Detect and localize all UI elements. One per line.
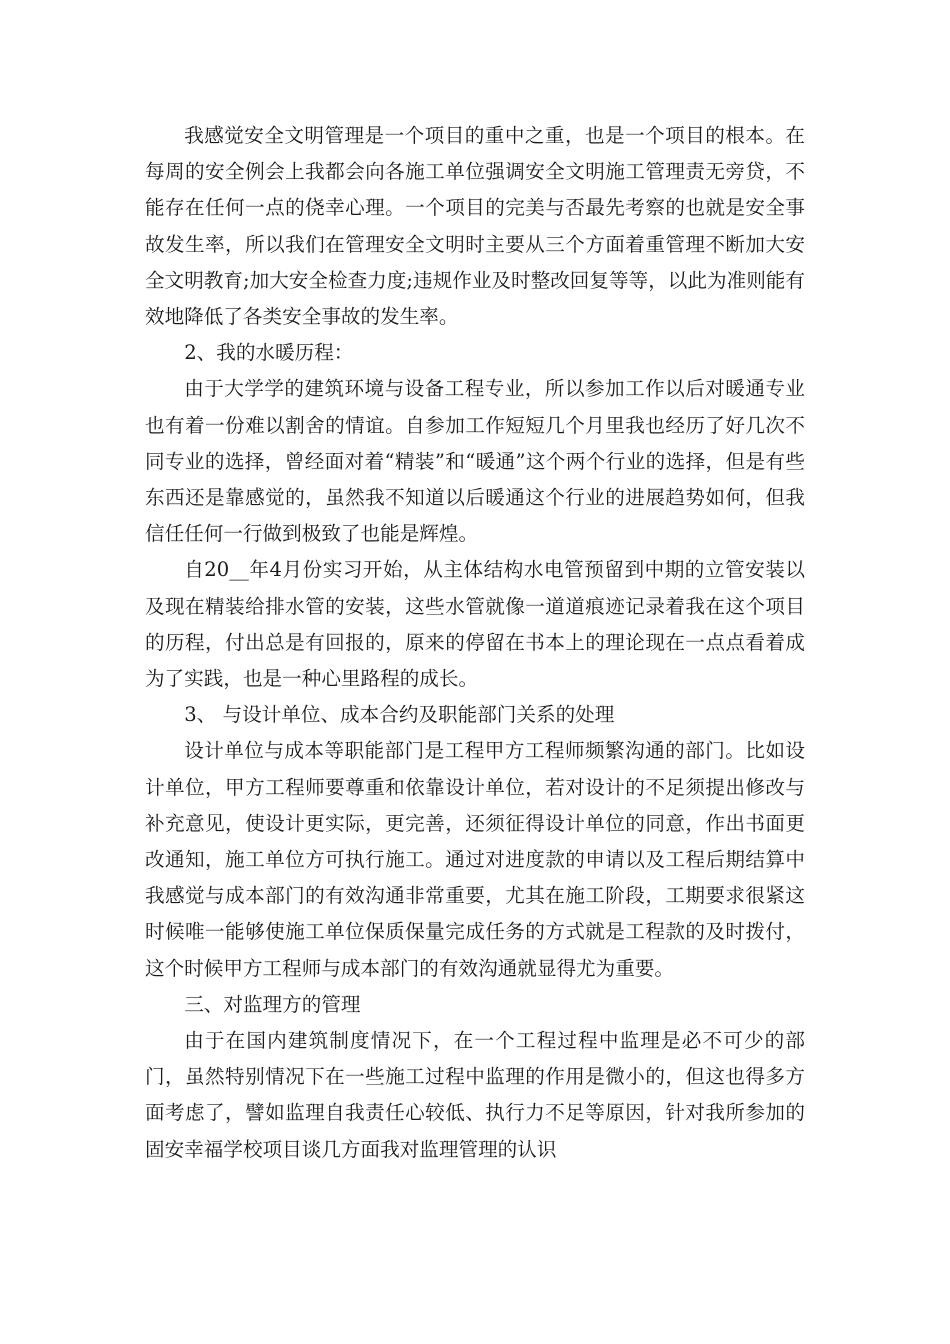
heading-supervision-management: 三、对监理方的管理 (184, 992, 361, 1016)
paragraph-hvac-major: 由于大学学的建筑环境与设备工程专业，所以参加工作以后对暖通专业也有着一份难以割舍的情谊。自参加工作短短几个月里我也经历了好几次不同专业的选择，曾经面对着“精装”和“暖通”这个两个行业的选择，但是有些东西还是靠感觉的，虽然我不知道以后暖通这个行业的进展趋势如何，但我信任任何一行做到极致了也能是辉煌。 (145, 377, 805, 546)
document-body (145, 118, 805, 1168)
paragraph-safety-management: 我感觉安全文明管理是一个项目的重中之重，也是一个项目的根本。在每周的安全例会上我都会向各施工单位强调安全文明施工管理责无旁贷，不能存在任何一点的侥幸心理。一个项目的完美与否最先考察的也就是安全事故发生率，所以我们在管理安全文明时主要从三个方面着重管理不断加大安全文明教育;加大安全检查力度;违规作业及时整改回复等等，以此为准则能有效地降低了各类安全事故的发生率。 (145, 124, 805, 329)
paragraph-design-cost-departments: 设计单位与成本等职能部门是工程甲方工程师频繁沟通的部门。比如设计单位，甲方工程师要尊重和依靠设计单位，若对设计的不足须提出修改与补充意见，使设计更实际，更完善，还须征得设计单位的同意，作出书面更改通知，施工单位方可执行施工。通过对进度款的申请以及工程后期结算中我感觉与成本部门的有效沟通非常重要，尤其在施工阶段，工期要求很紧这时候唯一能够使施工单位保质保量完成任务的方式就是工程款的及时拨付，这个时候甲方工程师与成本部门的有效沟通就显得尤为重要。 (145, 739, 805, 980)
heading-department-relations: 3、 与设计单位、成本合约及职能部门关系的处理 (184, 703, 615, 727)
paragraph-internship: 自20__年4月份实习开始，从主体结构水电管预留到中期的立管安装以及现在精装给排水管的安装，这些水管就像一道道痕迹记录着我在这个项目的历程，付出总是有回报的，原来的停留在书本上的理论现在一点点看着成为了实践，也是一种心里路程的成长。 (145, 558, 805, 691)
paragraph-supervision: 由于在国内建筑制度情况下，在一个工程过程中监理是必不可少的部门，虽然特别情况下在一些施工过程中监理的作用是微小的，但这也得多方面考虑了，譬如监理自我责任心较低、执行力不足等原因，针对我所参加的固安幸福学校项目谈几方面我对监理管理的认识 (145, 1029, 805, 1161)
heading-hvac-experience: 2、我的水暖历程： (184, 341, 354, 365)
